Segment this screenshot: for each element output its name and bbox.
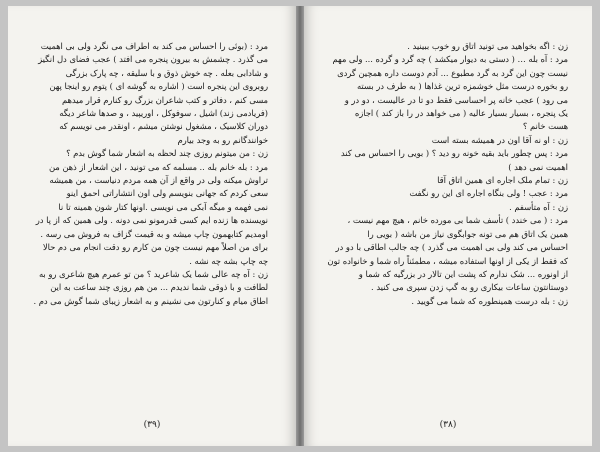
text-line: اطاق میام و کنارتون می نشینم و به اشعار زیبای شما گوش می دم . bbox=[33, 295, 268, 306]
text-line: تراوش میکنه ولی در واقع از آن همه مردم دنیاست ، من همیشه bbox=[49, 175, 268, 186]
text-line: برای من اصلاً مهم نیست چون من کارم رو دقت انجام می دم حالا bbox=[42, 242, 268, 253]
text-line: روبروی این پنجره است ( اشاره به گوشه ای ) پتوم رو اینجا پهن bbox=[49, 81, 268, 92]
text-line: زن : تمام ملک اجاره ای همین اتاق آقا bbox=[437, 175, 568, 186]
right-page-text bbox=[326, 40, 568, 308]
text-line: مرد : (بوئی را احساس می کند به اطراف می نگرد ولی بی اهمیت bbox=[40, 41, 268, 51]
text-line: چه چاپ بشه چه نشه . bbox=[189, 255, 268, 266]
text-line: زن : آه چه عالی شما یک شاعرید ؟ من تو عمرم هیچ شاعری رو به bbox=[38, 268, 268, 279]
left-page bbox=[8, 6, 296, 446]
text-line: اهمیت نمی دهد ) bbox=[508, 161, 568, 172]
text-line: مرد : عجب ! ولی بنگاه اجاره ای این رو نگفت bbox=[409, 188, 568, 199]
text-line: همین یک اتاق هم می تونه جوابگوی نیاز من باشه ( بویی را bbox=[367, 228, 568, 239]
text-line: می رود ) عجب خانه پر احساسی فقط دو تا در عالیست ، دو در و bbox=[344, 94, 568, 105]
text-line: نمی فهمه و میگه آبکی می نویسی .اونها کتار شون همینه تا نا bbox=[58, 201, 268, 212]
text-line: مرد : ( می خندد ) تأسف شما بی مورده خانم ، هیچ مهم نیست ، bbox=[347, 215, 568, 226]
text-line: زن : اگه بخواهید می تونید اتاق رو خوب ببینید . bbox=[407, 41, 568, 51]
right-page-number: (۳۸) bbox=[439, 420, 457, 430]
text-line: می گذرد . چشمش به بیرون پنجره می افتد ) عجب فضای دل انگیز bbox=[38, 54, 268, 65]
text-line: دوستانتون ساعات بیکاری رو به گپ زدن سپری می کنید . bbox=[371, 282, 568, 293]
left-page-number: (۳۹) bbox=[143, 420, 161, 430]
book-gutter bbox=[296, 6, 304, 446]
text-line: اومدیم کتابهمون چاپ میشه و به قیمت گزاف به فروش می رسه . bbox=[40, 228, 268, 239]
text-line: مسی کنم ، دفاتر و کتب شاعران بزرگ رو کنارم قرار میدهم bbox=[61, 94, 268, 105]
left-page-text bbox=[26, 40, 268, 308]
text-line: زن : من میتونم روزی چند لحظه به اشعار شما گوش بدم ؟ bbox=[66, 148, 268, 159]
text-line: زن : او نه آقا اون در همیشه بسته است bbox=[431, 134, 568, 145]
text-line: مرد : آه بله … ( دستی به دیوار میکشد ) چه گرد و گرده ... ولی مهم bbox=[332, 54, 568, 65]
text-line: مرد : پس چطور باید بقیه خونه رو دید ؟ ( بویی را احساس می کند bbox=[340, 148, 568, 159]
text-line: رو بخوره درست مثل خوشمزه ترین غذاها ( به طرف در بسته bbox=[356, 81, 568, 92]
text-line: که فقط از یکی از اونها استفاده میشه ، مطمئناً راه شما و خانواده تون bbox=[327, 255, 568, 266]
text-line: (فریادمی زند) اشیل ، سوفوکل ، اوریپید ، و صدها شاعر دیگه bbox=[59, 108, 268, 119]
text-line: و شادابی بعله . چه خوش ذوق و با سلیقه ، چه پارک بزرگی bbox=[65, 67, 268, 78]
text-line: لطافت و با ذوقی شما ندیدم ... من هم روزی چند ساعت به این bbox=[50, 282, 268, 293]
text-line: نیست چون این گرد به گرد مطبوع ... آدم دوست داره همچین گردی bbox=[337, 67, 568, 78]
text-line: هست خانم ؟ bbox=[522, 121, 568, 132]
right-page bbox=[304, 6, 592, 446]
text-line: احساس می کند ولی بی اهمیت می گذرد ) چه جالب اطاقی با دو در bbox=[335, 242, 568, 253]
text-line: یک پنجره ، بسیار بسیار عالیه ( می خواهد در را باز کند ) اجازه bbox=[354, 108, 568, 119]
text-line: سعی کردم که جهانی بنویسم ولی اون انتشاراتی احمق اینو bbox=[66, 188, 268, 199]
text-line: زن : بله درست همینطوره که شما می گویید . bbox=[411, 295, 568, 306]
text-line: مرد : بله خانم بله .. مسلمه که می تونید ، این اشعار از ذهن من bbox=[48, 161, 268, 172]
text-line: نویسنده ها زنده ایم کسی قدرمونو نمی دونه . ولی همین که از پا در bbox=[35, 215, 268, 226]
text-line: خوانندگانم رو به وجد بیارم bbox=[177, 134, 268, 145]
text-line: دوران کلاسیک ، مشغول نوشتن میشم ، اونقدر می نویسم که bbox=[59, 121, 268, 132]
text-line: از اونوره ... شک ندارم که پشت این تالار در بزرگیه که شما و bbox=[358, 268, 568, 279]
text-line: زن : آه متأسفم . bbox=[509, 201, 568, 212]
